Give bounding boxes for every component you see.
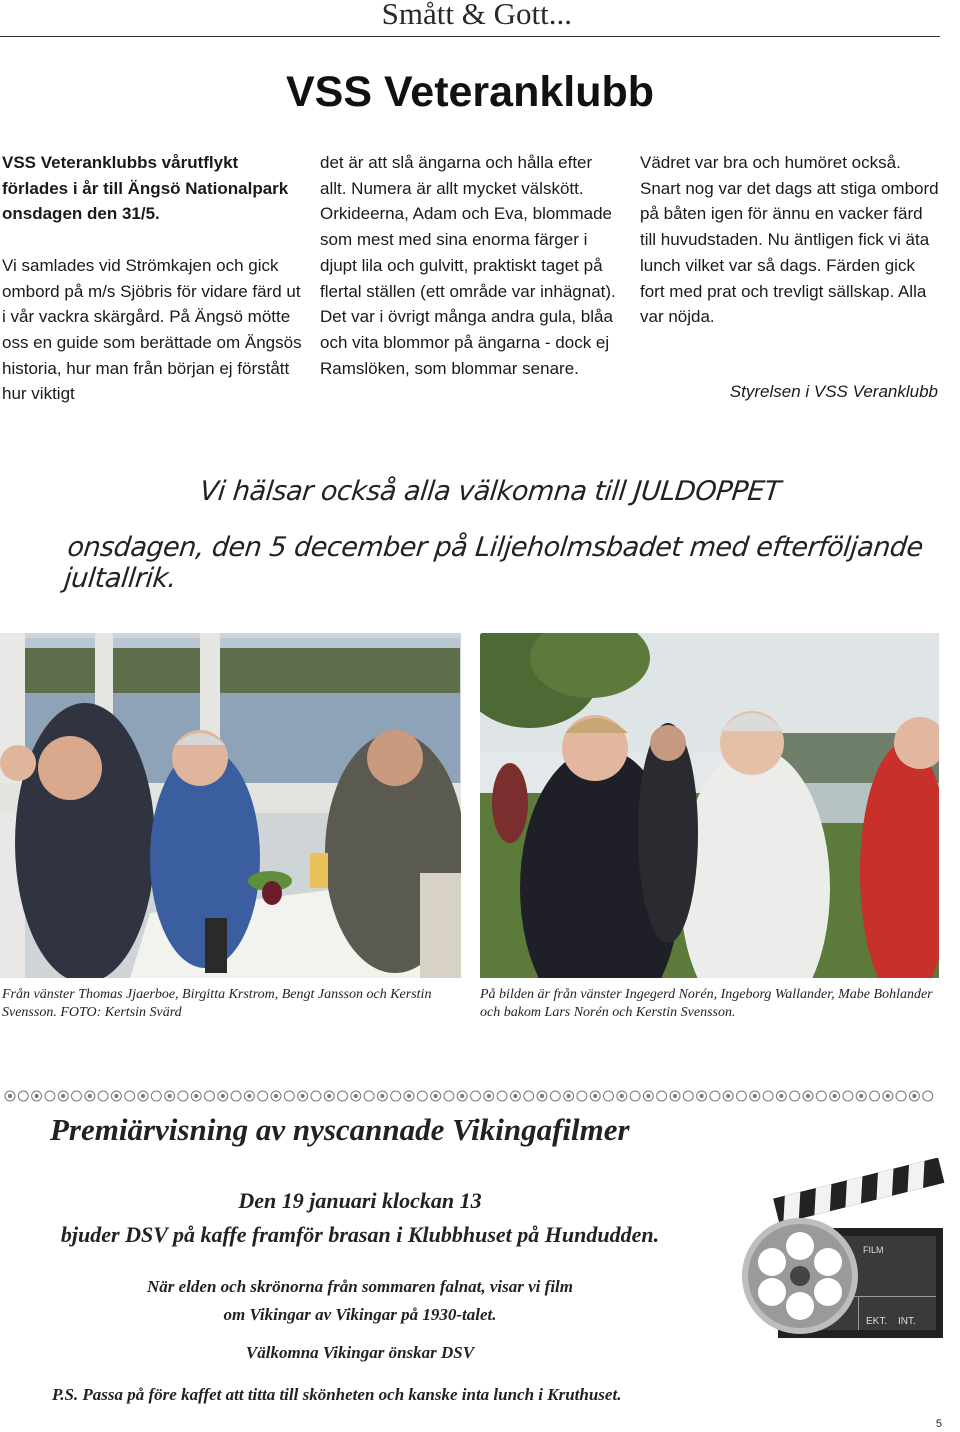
article-col2-body: det är att slå ängarna och hålla efter allt. Numera är allt mycket välskött. Orkideerna, Adam och Eva, blommade som mest med sina enorma färger i djupt lila och gulvitt, praktiskt taget på flertal ställen (ett område var inhägnat). Det var i övrigt många andra gula, blåa och vita blommor på ängarna - dock ej Ramslöken, som blommar senare. [320,153,616,378]
clapper-label-int: INT. [898,1316,916,1327]
film-reel-icon [742,1218,858,1334]
left-photo-caption: Från vänster Thomas Jjaerboe, Birgitta Krstrom, Bengt Jansson och Kerstin Svensson. FOTO: Kertsin Svärd [2,987,432,1020]
dotted-divider [4,1086,940,1106]
event-date: Den 19 januari klockan 13 [238,1188,482,1213]
article-lead: VSS Veteranklubbs vårutflykt förlades i år till Ängsö Nationalpark onsdagen den 31/5. [2,153,289,224]
clapper-label-ekt: EKT. [866,1316,888,1327]
event-detail-2: om Vikingar av Vikingar på 1930-talet. [223,1305,497,1324]
juldoppet-line-1: Vi hälsar också alla välkomna till JULDOPPET [198,476,782,507]
event-invitation: bjuder DSV på kaffe framför brasan i Klubbhuset på Hundudden. [60,1222,660,1247]
boat-lunch-photo [0,633,461,978]
article-col3-body: Vädret var bra och humöret också. Snart nog var det dags att stiga ombord på båten igen för ännu en vacker färd till huvudstaden. Nu äntligen fick vi äta lunch vilket var så dags. Färden gick fort med prat och trevligt sällskap. Alla var nöjda. [640,153,939,327]
article-col1-body: Vi samlades vid Strömkajen och gick ombord på m/s Sjöbris för vidare färd ut i vår vackra skärgård. På Ängsö mötte oss en guide som berättade om Ängsös historia, hur man från början ej förstått hur viktigt [2,255,302,404]
film-clapperboard-icon [738,1158,948,1358]
clapper-label-film: FILM [863,1245,884,1255]
header-divider [0,36,940,37]
article-signature: Styrelsen i VSS Veranklubb [729,382,938,401]
event-welcome: Välkomna Vikingar önskar DSV [245,1343,475,1362]
page-number: 5 [935,1418,942,1430]
event-title: Premiärvisning av nyscannade Vikingafilmer [50,1112,630,1147]
juldoppet-line-2: onsdagen, den 5 december på Liljeholmsbadet med efterföljande jultallrik. [62,532,925,594]
group-outdoor-photo [480,633,939,978]
right-photo-caption: På bilden är från vänster Ingegerd Norén, Ingeborg Wallander, Mabe Bohlander och bakom Lars Norén och Kerstin Svensson. [480,987,933,1020]
event-ps: P.S. Passa på före kaffet att titta till skönheten och kanske inta lunch i Kruthuset. [52,1385,622,1404]
event-detail-1: När elden och skrönorna från sommaren falnat, visar vi film [147,1277,573,1296]
article-column-2 [320,150,620,381]
article-title: VSS Veteranklubb [285,68,655,116]
article-column-1 [2,150,302,407]
section-title: Smått & Gott... [381,0,572,31]
article-column-3 [640,150,940,330]
